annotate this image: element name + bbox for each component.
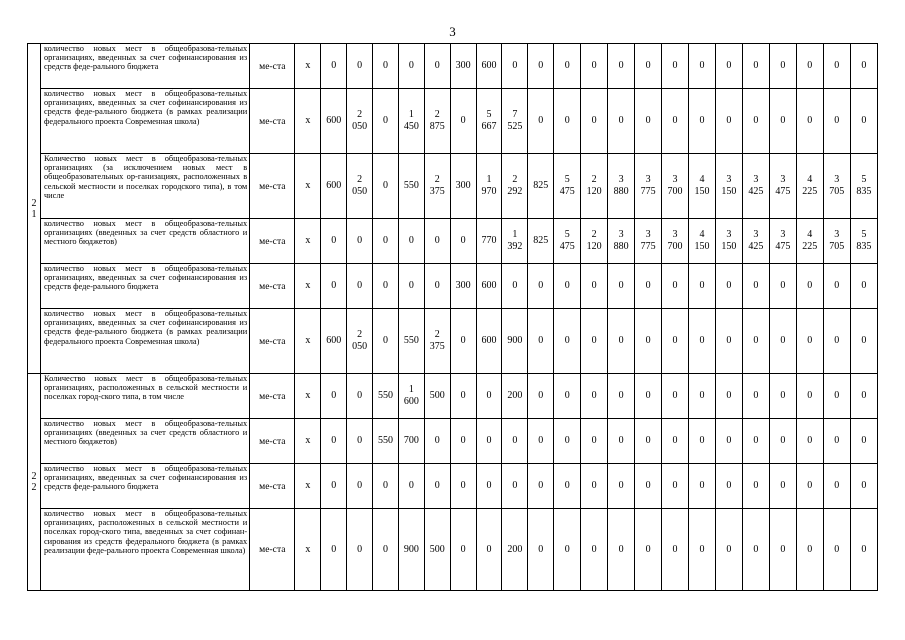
value-cell: 0: [850, 509, 877, 591]
value-cell: 0: [347, 419, 373, 464]
unit-cell: ме-ста: [250, 509, 295, 591]
value-cell: 0: [554, 89, 581, 154]
value-cell: 0: [769, 374, 796, 419]
value-cell: 0: [321, 219, 347, 264]
value-cell: 2 375: [424, 309, 450, 374]
value-cell: 0: [689, 309, 716, 374]
value-cell: 0: [321, 374, 347, 419]
value-cell: 0: [528, 464, 554, 509]
value-cell: 0: [608, 509, 635, 591]
value-cell: 0: [581, 44, 608, 89]
value-cell: 0: [850, 89, 877, 154]
value-cell: 0: [528, 89, 554, 154]
value-cell: 0: [528, 44, 554, 89]
value-cell: 0: [373, 89, 399, 154]
value-cell: 550: [398, 309, 424, 374]
value-cell: 2 375: [424, 154, 450, 219]
value-cell: 0: [581, 419, 608, 464]
value-cell: 0: [554, 509, 581, 591]
value-cell: 3 150: [715, 219, 742, 264]
value-cell: 550: [398, 154, 424, 219]
table-row: [28, 509, 878, 591]
value-cell: 0: [635, 264, 662, 309]
value-cell: 0: [796, 264, 823, 309]
value-cell: 0: [476, 464, 502, 509]
value-cell: 0: [689, 509, 716, 591]
value-cell: 0: [823, 464, 850, 509]
indicator-description: количество новых мест в общеобразова-тельных организациях (введенных за счет средств областного и местного бюджетов): [40, 219, 249, 264]
value-cell: 5 835: [850, 219, 877, 264]
value-cell: 0: [850, 464, 877, 509]
value-cell: 0: [608, 44, 635, 89]
value-cell: 300: [450, 44, 476, 89]
value-cell: 0: [424, 464, 450, 509]
value-cell: 5 475: [554, 219, 581, 264]
value-cell: 0: [689, 419, 716, 464]
value-cell: 0: [823, 374, 850, 419]
value-cell: 0: [635, 419, 662, 464]
value-cell: 0: [769, 509, 796, 591]
value-cell: 3 880: [608, 219, 635, 264]
value-cell: 3 700: [662, 154, 689, 219]
value-cell: 0: [502, 264, 528, 309]
value-cell: 600: [321, 89, 347, 154]
value-cell: 550: [373, 374, 399, 419]
value-cell: 0: [769, 464, 796, 509]
indicator-description: количество новых мест в общеобразова-тельных организациях, введенных за счет софинансирования из средств феде-рального бюджета: [40, 464, 249, 509]
value-cell: 0: [476, 374, 502, 419]
value-cell: 0: [347, 264, 373, 309]
base-value-cell: х: [295, 419, 321, 464]
value-cell: 3 475: [769, 219, 796, 264]
value-cell: 0: [554, 44, 581, 89]
indicator-description: количество новых мест в общеобразова-тельных организациях, введенных за счет софинансирования из средств феде-рального бюджета: [40, 44, 249, 89]
value-cell: 0: [742, 309, 769, 374]
value-cell: 4 225: [796, 154, 823, 219]
value-cell: 600: [321, 309, 347, 374]
base-value-cell: х: [295, 374, 321, 419]
base-value-cell: х: [295, 464, 321, 509]
value-cell: 0: [608, 89, 635, 154]
value-cell: 0: [742, 419, 769, 464]
unit-cell: ме-ста: [250, 219, 295, 264]
value-cell: 0: [742, 44, 769, 89]
value-cell: 3 150: [715, 154, 742, 219]
value-cell: 0: [635, 309, 662, 374]
value-cell: 0: [742, 374, 769, 419]
value-cell: 0: [769, 44, 796, 89]
value-cell: 0: [715, 89, 742, 154]
value-cell: 0: [850, 44, 877, 89]
value-cell: 0: [554, 464, 581, 509]
value-cell: 900: [398, 509, 424, 591]
table-row: [28, 419, 878, 464]
value-cell: 0: [373, 509, 399, 591]
value-cell: 0: [823, 44, 850, 89]
page-number: 3: [449, 24, 456, 39]
value-cell: 0: [662, 464, 689, 509]
base-value-cell: х: [295, 219, 321, 264]
value-cell: 0: [581, 264, 608, 309]
value-cell: 0: [823, 509, 850, 591]
indicator-description: количество новых мест в общеобразова-тельных организациях, расположенных в сельской местности и поселках город-ского типа, введенных за счет софинан-сирования из средств федерального бюджета (в рамках реализации феде-рального проекта Современная школа): [40, 509, 249, 591]
section-number-cell: 2 2: [28, 374, 41, 591]
value-cell: 0: [689, 44, 716, 89]
value-cell: 0: [715, 419, 742, 464]
value-cell: 0: [554, 374, 581, 419]
value-cell: 1 450: [398, 89, 424, 154]
value-cell: 0: [347, 374, 373, 419]
value-cell: 0: [528, 509, 554, 591]
value-cell: 600: [321, 154, 347, 219]
value-cell: 0: [347, 464, 373, 509]
value-cell: 0: [321, 509, 347, 591]
value-cell: 0: [321, 44, 347, 89]
value-cell: 0: [796, 464, 823, 509]
value-cell: 0: [823, 89, 850, 154]
value-cell: 200: [502, 374, 528, 419]
value-cell: 0: [608, 374, 635, 419]
value-cell: 0: [424, 419, 450, 464]
indicator-description: Количество новых мест в общеобразова-тельных организациях (за исключением новых мест в общеобразовательных ор-ганизациях, расположенных в сельской местности и поселках городского типа), в том числе: [40, 154, 249, 219]
value-cell: 0: [608, 464, 635, 509]
value-cell: 0: [608, 264, 635, 309]
value-cell: 550: [373, 419, 399, 464]
value-cell: 0: [742, 464, 769, 509]
value-cell: 300: [450, 154, 476, 219]
value-cell: 0: [796, 309, 823, 374]
indicator-description: количество новых мест в общеобразова-тельных организациях (введенных за счет средств областного и местного бюджетов): [40, 419, 249, 464]
table-row: [28, 374, 878, 419]
value-cell: 0: [476, 509, 502, 591]
value-cell: 0: [850, 264, 877, 309]
table-row: [28, 154, 878, 219]
value-cell: 0: [581, 464, 608, 509]
value-cell: 0: [398, 264, 424, 309]
value-cell: 0: [662, 374, 689, 419]
value-cell: 0: [823, 309, 850, 374]
base-value-cell: х: [295, 44, 321, 89]
value-cell: 0: [373, 44, 399, 89]
value-cell: 0: [662, 419, 689, 464]
value-cell: 0: [502, 419, 528, 464]
value-cell: 0: [424, 219, 450, 264]
value-cell: 1 600: [398, 374, 424, 419]
value-cell: 0: [769, 309, 796, 374]
indicator-description: количество новых мест в общеобразова-тельных организациях, введенных за счет софинансирования из средств феде-рального бюджета (в рамках реализации федерального проекта Современная школа): [40, 89, 249, 154]
value-cell: 0: [347, 219, 373, 264]
value-cell: 0: [554, 419, 581, 464]
unit-cell: ме-ста: [250, 44, 295, 89]
value-cell: 200: [502, 509, 528, 591]
value-cell: 700: [398, 419, 424, 464]
table-row: [28, 264, 878, 309]
unit-cell: ме-ста: [250, 309, 295, 374]
value-cell: 0: [424, 264, 450, 309]
value-cell: 3 425: [742, 219, 769, 264]
value-cell: 0: [769, 264, 796, 309]
value-cell: 2 120: [581, 219, 608, 264]
value-cell: 0: [823, 419, 850, 464]
value-cell: 0: [796, 419, 823, 464]
base-value-cell: х: [295, 264, 321, 309]
value-cell: 0: [715, 374, 742, 419]
value-cell: 0: [321, 264, 347, 309]
value-cell: 2 292: [502, 154, 528, 219]
value-cell: 0: [715, 264, 742, 309]
value-cell: 7 525: [502, 89, 528, 154]
value-cell: 1 970: [476, 154, 502, 219]
value-cell: 0: [450, 89, 476, 154]
value-cell: 0: [769, 89, 796, 154]
value-cell: 0: [608, 309, 635, 374]
value-cell: 0: [528, 264, 554, 309]
value-cell: 5 835: [850, 154, 877, 219]
value-cell: 2 050: [347, 309, 373, 374]
value-cell: 0: [635, 44, 662, 89]
value-cell: 0: [715, 509, 742, 591]
value-cell: 0: [373, 154, 399, 219]
value-cell: 0: [635, 89, 662, 154]
value-cell: 0: [450, 464, 476, 509]
unit-cell: ме-ста: [250, 374, 295, 419]
value-cell: 500: [424, 509, 450, 591]
value-cell: 0: [635, 464, 662, 509]
value-cell: 600: [476, 44, 502, 89]
value-cell: 0: [581, 509, 608, 591]
value-cell: 0: [528, 374, 554, 419]
value-cell: 0: [742, 509, 769, 591]
value-cell: 0: [689, 374, 716, 419]
value-cell: 3 705: [823, 154, 850, 219]
unit-cell: ме-ста: [250, 419, 295, 464]
table-row: [28, 89, 878, 154]
value-cell: 0: [850, 374, 877, 419]
table-row: [28, 44, 878, 89]
value-cell: 0: [581, 374, 608, 419]
value-cell: 3 880: [608, 154, 635, 219]
value-cell: 0: [424, 44, 450, 89]
value-cell: 0: [528, 309, 554, 374]
value-cell: 825: [528, 154, 554, 219]
table-row: [28, 219, 878, 264]
base-value-cell: х: [295, 509, 321, 591]
value-cell: 500: [424, 374, 450, 419]
value-cell: 0: [823, 264, 850, 309]
value-cell: 3 700: [662, 219, 689, 264]
unit-cell: ме-ста: [250, 154, 295, 219]
value-cell: 0: [450, 374, 476, 419]
value-cell: 0: [554, 264, 581, 309]
value-cell: 0: [662, 509, 689, 591]
value-cell: 0: [796, 374, 823, 419]
value-cell: 0: [662, 264, 689, 309]
value-cell: 0: [715, 309, 742, 374]
indicator-description: количество новых мест в общеобразова-тельных организациях, введенных за счет софинансирования из средств феде-рального бюджета: [40, 264, 249, 309]
indicator-description: Количество новых мест в общеобразова-тельных организациях, расположенных в сельской местности и поселках город-ского типа, в том числе: [40, 374, 249, 419]
value-cell: 0: [450, 419, 476, 464]
value-cell: 600: [476, 309, 502, 374]
value-cell: 0: [398, 219, 424, 264]
value-cell: 0: [608, 419, 635, 464]
value-cell: 0: [347, 44, 373, 89]
value-cell: 0: [373, 464, 399, 509]
table-row: [28, 464, 878, 509]
value-cell: 0: [715, 464, 742, 509]
value-cell: 0: [850, 419, 877, 464]
value-cell: 0: [662, 44, 689, 89]
value-cell: 0: [689, 464, 716, 509]
value-cell: 0: [796, 44, 823, 89]
value-cell: 770: [476, 219, 502, 264]
value-cell: 0: [689, 89, 716, 154]
value-cell: 3 705: [823, 219, 850, 264]
base-value-cell: х: [295, 89, 321, 154]
value-cell: 4 150: [689, 154, 716, 219]
value-cell: 0: [398, 464, 424, 509]
value-cell: 0: [347, 509, 373, 591]
value-cell: 0: [502, 464, 528, 509]
value-cell: 0: [321, 464, 347, 509]
value-cell: 2 875: [424, 89, 450, 154]
value-cell: 0: [796, 89, 823, 154]
value-cell: 0: [635, 374, 662, 419]
value-cell: 300: [450, 264, 476, 309]
base-value-cell: х: [295, 154, 321, 219]
value-cell: 0: [476, 419, 502, 464]
value-cell: 3 425: [742, 154, 769, 219]
value-cell: 0: [321, 419, 347, 464]
value-cell: 0: [450, 219, 476, 264]
section-number-cell: 2 1: [28, 44, 41, 374]
value-cell: 2 120: [581, 154, 608, 219]
value-cell: 0: [742, 89, 769, 154]
value-cell: 3 475: [769, 154, 796, 219]
value-cell: 825: [528, 219, 554, 264]
unit-cell: ме-ста: [250, 264, 295, 309]
value-cell: 0: [450, 509, 476, 591]
value-cell: 0: [502, 44, 528, 89]
value-cell: 0: [373, 309, 399, 374]
value-cell: 3 775: [635, 154, 662, 219]
value-cell: 0: [373, 219, 399, 264]
value-cell: 0: [662, 309, 689, 374]
value-cell: 900: [502, 309, 528, 374]
value-cell: 0: [554, 309, 581, 374]
value-cell: 0: [850, 309, 877, 374]
table-row: [28, 309, 878, 374]
value-cell: 2 050: [347, 154, 373, 219]
value-cell: 0: [581, 89, 608, 154]
unit-cell: ме-ста: [250, 89, 295, 154]
value-cell: 4 225: [796, 219, 823, 264]
value-cell: 600: [476, 264, 502, 309]
value-cell: 0: [689, 264, 716, 309]
value-cell: 2 050: [347, 89, 373, 154]
data-table: [27, 43, 878, 591]
value-cell: 0: [769, 419, 796, 464]
value-cell: 0: [528, 419, 554, 464]
value-cell: 1 392: [502, 219, 528, 264]
value-cell: 0: [581, 309, 608, 374]
value-cell: 5 475: [554, 154, 581, 219]
value-cell: 0: [373, 264, 399, 309]
value-cell: 0: [742, 264, 769, 309]
value-cell: 0: [450, 309, 476, 374]
value-cell: 0: [398, 44, 424, 89]
value-cell: 3 775: [635, 219, 662, 264]
value-cell: 0: [635, 509, 662, 591]
unit-cell: ме-ста: [250, 464, 295, 509]
value-cell: 4 150: [689, 219, 716, 264]
value-cell: 5 667: [476, 89, 502, 154]
value-cell: 0: [796, 509, 823, 591]
base-value-cell: х: [295, 309, 321, 374]
indicator-description: количество новых мест в общеобразова-тельных организациях, введенных за счет софинансирования из средств феде-рального бюджета (в рамках реализации федерального проекта Современная школа): [40, 309, 249, 374]
value-cell: 0: [715, 44, 742, 89]
value-cell: 0: [662, 89, 689, 154]
